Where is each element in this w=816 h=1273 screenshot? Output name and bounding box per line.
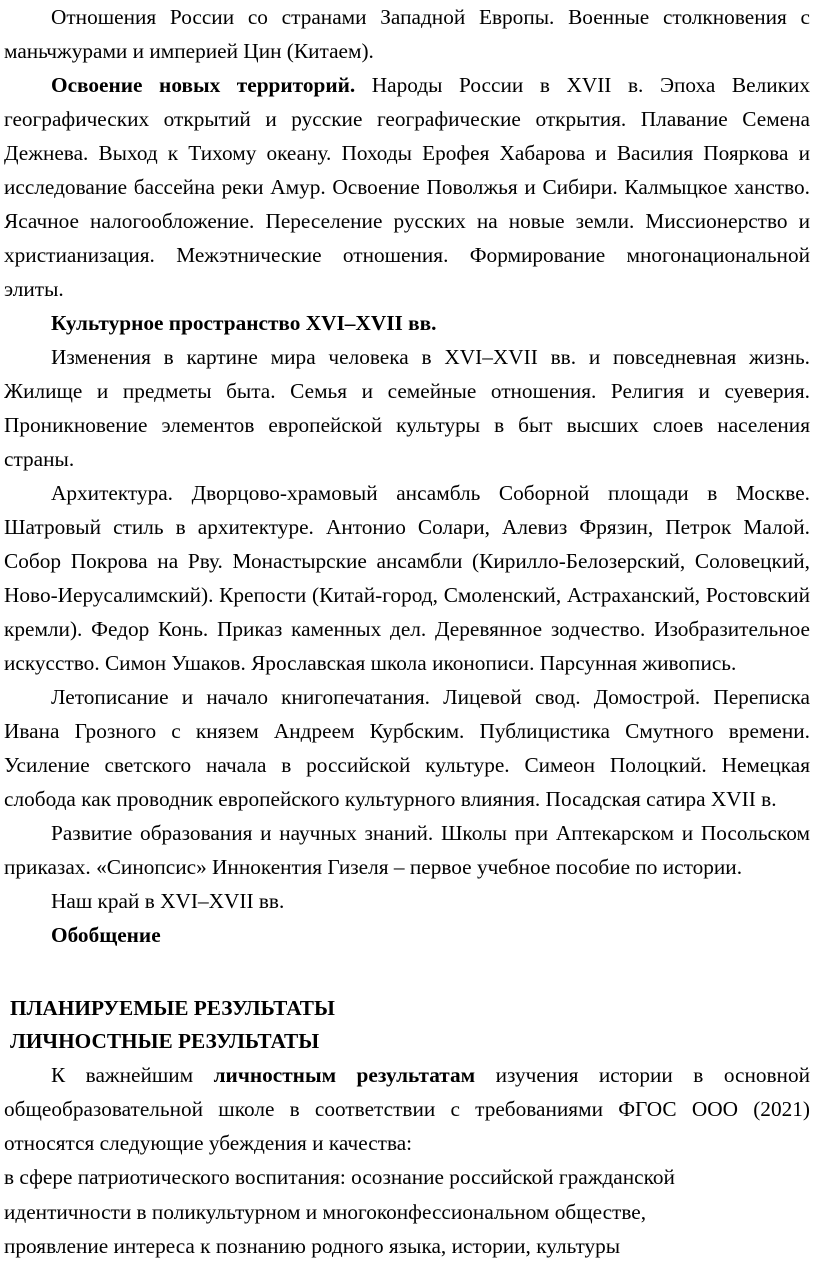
paragraph-foreign-relations [4,0,810,68]
section-title-text: Культурное пространство XVI–XVII вв. [51,311,437,335]
results-line-1: в сфере патриотического воспитания: осознание российской гражданской [4,1165,675,1189]
paragraph-text: Изменения в картине мира человека в XVI–XVII вв. и повседневная жизнь. Жилище и предметы быта. Семья и семейные отношения. Религия и суеверия. Проникновение элементов европейской культуры в быт высших слоев населения страны. [4,345,810,471]
paragraph-chronicles [4,680,810,816]
section-title-cultural-space [4,306,810,340]
paragraph-text: Развитие образования и научных знаний. Школы при Аптекарском и Посольском приказах. «Синопсис» Иннокентия Гизеля – первое учебное пособие по истории. [4,821,810,879]
heading-planned-results: ПЛАНИРУЕМЫЕ РЕЗУЛЬТАТЫ [10,996,335,1020]
paragraph-text: Отношения России со странами Западной Европы. Военные столкновения с маньчжурами и империей Цин (Китаем). [4,5,810,63]
summary-label: Обобщение [51,923,161,947]
paragraph-worldview [4,340,810,476]
paragraph-our-region [4,884,810,918]
paragraph-new-territories [4,68,810,306]
results-line-3: проявление интереса к познанию родного языка, истории, культуры [4,1234,621,1258]
section-title-new-territories: Освоение новых территорий. [51,73,356,97]
spacer [4,952,810,988]
heading-personal-results: ЛИЧНОСТНЫЕ РЕЗУЛЬТАТЫ [10,1029,320,1053]
intro-text-post: изучения истории в основной общеобразовательной школе в соответствии с требованиями ФГОС ООО (2021) относятся следующие убеждения и качества: [4,1063,810,1155]
intro-text-bold: личностным результатам [213,1063,476,1087]
paragraph-text: Летописание и начало книгопечатания. Лицевой свод. Домострой. Переписка Ивана Грозного с князем Андреем Курбским. Публицистика Смутного времени. Усиление светского начала в российской культуре. Симеон Полоцкий. Немецкая слобода как проводник европейского культурного влияния. Посадская сатира XVII в. [4,685,810,811]
intro-text-pre: К важнейшим [51,1063,214,1087]
paragraph-education [4,816,810,884]
paragraph-summary [4,918,810,952]
paragraph-text: Архитектура. Дворцово-храмовый ансамбль Соборной площади в Москве. Шатровый стиль в архитектуре. Антонио Солари, Алевиз Фрязин, Петрок Малой. Собор Покрова на Рву. Монастырские ансамбли (Кирилло-Белозерский, Соловецкий, Ново-Иерусалимский). Крепости (Китай-город, Смоленский, Астраханский, Ростовский кремли). Федор Конь. Приказ каменных дел. Деревянное зодчество. Изобразительное искусство. Симон Ушаков. Ярославская школа иконописи. Парсунная живопись. [4,481,810,675]
paragraph-architecture [4,476,810,680]
results-line-2: идентичности в поликультурном и многоконфессиональном обществе, [4,1199,647,1224]
paragraph-text: Наш край в XVI–XVII вв. [51,889,285,913]
paragraph-personal-results-intro [4,1058,810,1160]
paragraph-text: Народы России в XVII в. Эпоха Великих географических открытий и русские географические открытия. Плавание Семена Дежнева. Выход к Тихому океану. Походы Ерофея Хабарова и Василия Пояркова и исследование бассейна реки Амур. Освоение Поволжья и Сибири. Калмыцкое ханство. Ясачное налогообложение. Переселение русских на новые земли. Миссионерство и христианизация. Межэтнические отношения. Формирование многонациональной элиты. [4,73,810,301]
